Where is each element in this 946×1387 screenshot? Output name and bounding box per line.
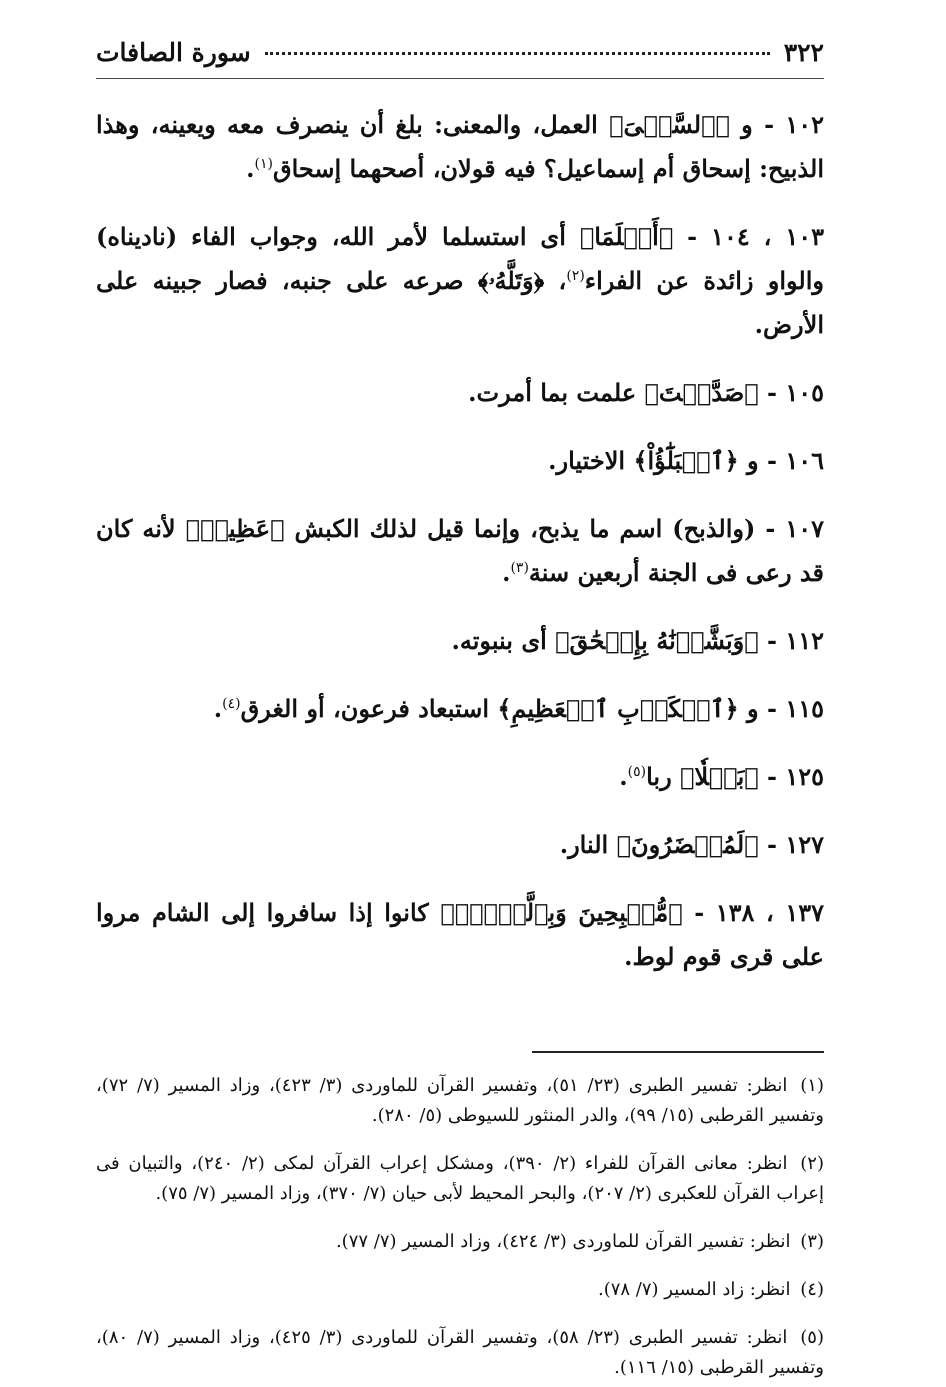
- quran-word: ﴿مُّصۡبِحِينَ وَبِٱلَّيۡلِۚ﴾: [440, 898, 683, 927]
- footnote-ref[interactable]: (١): [254, 156, 273, 172]
- quran-word: ﴿وَبَشَّرۡنَٰهُ بِإِسۡحَٰقَ﴾: [555, 626, 759, 655]
- quran-word: ﴿أَسۡلَمَا﴾: [579, 222, 674, 251]
- surah-title: سورة الصافات: [96, 38, 251, 67]
- quran-word: ﴿عَظِيمٖ﴾: [185, 514, 285, 543]
- footnote-4: (٤) انظر: زاد المسير (٧/ ٧٨).: [597, 1279, 824, 1300]
- entry-125: ١٢٥ - ﴿بَعۡلٗا﴾ ربا$^{(٥)}$.: [619, 762, 824, 791]
- footnote-1: (١) انظر: تفسير الطبرى (٢٣/ ٥١)، وتفسير القرآن للماوردى (٣/ ٤٢٣)، وزاد المسير (٧/ ٧٢)، وتفسير القرطبى (١٥/ ٩٩)، والدر المنثور للسيوطى (٥/ ٢٨٠).: [96, 1075, 824, 1126]
- header-dots: [265, 52, 770, 55]
- quran-word: ﴿ٱلۡبَلَٰٓؤُاْ﴾: [633, 446, 739, 475]
- entry-103-104: ١٠٣ ، ١٠٤ - ﴿أَسۡلَمَا﴾ أى استسلما لأمر الله، وجواب الفاء (ناديناه) والواو زائدة عن الفراء$^{(٢)}$، ﴿وَتَلَّهُۥ﴾ صرعه على جنبه، فصار جبينه على الأرض.: [96, 222, 825, 339]
- entry-112: ١١٢ - ﴿وَبَشَّرۡنَٰهُ بِإِسۡحَٰقَ﴾ أى بنبوته.: [451, 626, 824, 655]
- entry-137-138: ١٣٧ ، ١٣٨ - ﴿مُّصۡبِحِينَ وَبِٱلَّيۡلِۚ﴾ كانوا إذا سافروا إلى الشام مروا على قرى قوم لوط.: [96, 898, 825, 971]
- footnote-ref[interactable]: (٢): [566, 268, 585, 284]
- entry-106: ١٠٦ - و ﴿ٱلۡبَلَٰٓؤُاْ﴾ الاختيار.: [548, 446, 824, 475]
- entry-105: ١٠٥ - ﴿صَدَّقۡتَ﴾ علمت بما أمرت.: [468, 378, 824, 407]
- footnote-ref[interactable]: (٤): [222, 696, 241, 712]
- footnote-separator: [532, 1051, 824, 1053]
- quran-word: ﴿ٱلسَّعۡىَ﴾: [609, 110, 730, 139]
- quran-word: ﴿لَمُحۡضَرُونَ﴾: [616, 830, 759, 859]
- document-page: [96, 38, 824, 1387]
- footnotes: [96, 1071, 824, 1383]
- page-number: ٣٢٢: [783, 38, 824, 67]
- quran-word: ﴿بَعۡلٗا﴾: [680, 762, 759, 791]
- entry-102: ١٠٢ - و ﴿ٱلسَّعۡىَ﴾ العمل، والمعنى: بلغ أن ينصرف معه ويعينه، وهذا الذبيح: إسحاق أم إسماعيل؟ فيه قولان، أصحهما إسحاق$^{(١)}$.: [96, 110, 824, 183]
- entry-107: ١٠٧ - (والذبح) اسم ما يذبح، وإنما قيل لذلك الكبش ﴿عَظِيمٖ﴾ لأنه كان قد رعى فى الجنة أربعين سنة$^{(٣)}$.: [96, 514, 825, 587]
- footnote-ref[interactable]: (٣): [510, 560, 529, 576]
- footnote-5: (٥) انظر: تفسير الطبرى (٢٣/ ٥٨)، وتفسير القرآن للماوردى (٣/ ٤٢٥)، وزاد المسير (٧/ ٨٠)، وتفسير القرطبى (١٥/ ١١٦).: [96, 1327, 824, 1378]
- entry-115: ١١٥ - و ﴿ٱلۡكَرۡبِ ٱلۡعَظِيمِ﴾ استبعاد فرعون، أو الغرق$^{(٤)}$.: [213, 694, 824, 723]
- entry-127: ١٢٧ - ﴿لَمُحۡضَرُونَ﴾ النار.: [559, 830, 824, 859]
- quran-word: ﴿وَتَلَّهُۥ﴾: [477, 266, 545, 295]
- footnote-ref[interactable]: (٥): [627, 764, 647, 780]
- footnote-3: (٣) انظر: تفسير القرآن للماوردى (٣/ ٤٢٤)، وزاد المسير (٧/ ٧٧).: [335, 1231, 824, 1252]
- page-header: [96, 38, 824, 79]
- footnote-2: (٢) انظر: معانى القرآن للفراء (٢/ ٣٩٠)، ومشكل إعراب القرآن لمكى (٢/ ٢٤٠)، والتبيان فى إعراب القرآن للعكبرى (٢/ ٢٠٧)، والبحر المحيط لأبى حيان (٧/ ٣٧٠)، وزاد المسير (٧/ ٧٥).: [96, 1153, 824, 1204]
- quran-word: ﴿ٱلۡكَرۡبِ ٱلۡعَظِيمِ﴾: [497, 694, 739, 723]
- quran-word: ﴿صَدَّقۡتَ﴾: [644, 378, 759, 407]
- spacer: [96, 989, 824, 1051]
